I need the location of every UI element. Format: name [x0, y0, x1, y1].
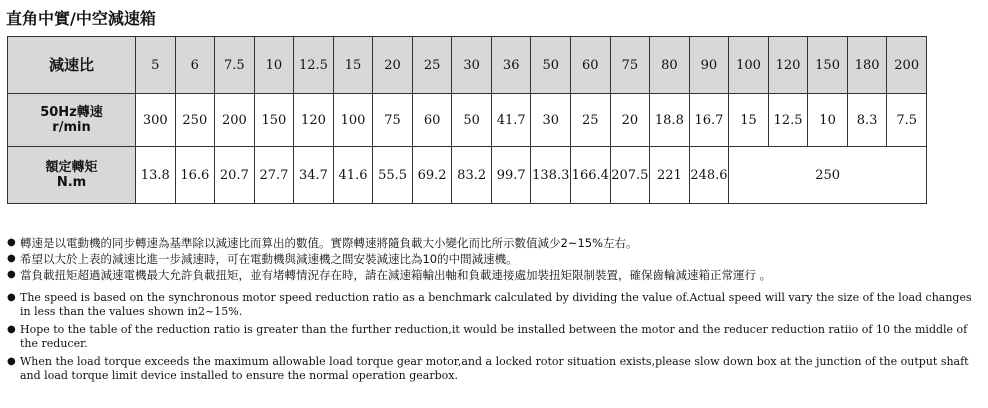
bullet-icon: ● [7, 269, 16, 280]
note-en-item [4, 355, 984, 383]
ratio-cell: 75 [610, 37, 650, 94]
ratio-cell: 150 [808, 37, 848, 94]
note-en-text: Hope to the table of the reduction ratio is greater than the further reduction,it would be installed between the motor and the reducer reduction ratiio of 10 the middle of the reducer. [20, 323, 968, 350]
notes-section [4, 235, 984, 383]
ratio-cell: 80 [650, 37, 690, 94]
note-zh-item [4, 235, 984, 251]
speed-cell: 41.7 [491, 94, 531, 147]
speed-cell: 18.8 [650, 94, 690, 147]
reduction-spec-table [7, 36, 927, 204]
speed-cell: 75 [373, 94, 413, 147]
note-en-text: When the load torque exceeds the maximum allowable load torque gear motor,and a locked rotor situation exists,please slow down box at the junction of the output shaft and load torque limit device installed to ensure the normal operation gearbox. [20, 355, 969, 382]
note-zh-text: 當負載扭矩超過減速電機最大允許負載扭矩，並有堵轉情況存在時，請在減速箱輸出軸和負載連接處加裝扭矩限制裝置，確保齒輪減速箱正常運行 。 [20, 268, 772, 282]
speed-row-header [8, 94, 136, 147]
speed-cell: 16.7 [689, 94, 729, 147]
ratio-cell: 25 [412, 37, 452, 94]
speed-cell: 300 [136, 94, 176, 147]
torque-cell: 207.5 [610, 147, 650, 204]
page-title: 直角中實/中空減速箱 [6, 9, 156, 28]
torque-cell: 13.8 [136, 147, 176, 204]
torque-merged-cell: 250 [729, 147, 927, 204]
torque-row [8, 147, 927, 204]
bullet-icon: ● [7, 237, 16, 248]
ratio-cell: 120 [768, 37, 808, 94]
torque-cell: 138.3 [531, 147, 571, 204]
speed-cell: 20 [610, 94, 650, 147]
torque-cell: 20.7 [215, 147, 255, 204]
speed-header-line1: 50Hz轉速 [40, 105, 103, 120]
ratio-cell: 15 [333, 37, 373, 94]
speed-cell: 100 [333, 94, 373, 147]
torque-cell: 99.7 [491, 147, 531, 204]
torque-cell: 27.7 [254, 147, 294, 204]
bullet-icon: ● [7, 253, 16, 264]
torque-header-line2: N.m [56, 175, 87, 190]
ratio-cell: 180 [847, 37, 887, 94]
torque-cell: 34.7 [294, 147, 334, 204]
speed-cell: 250 [175, 94, 215, 147]
ratio-cell: 100 [729, 37, 769, 94]
speed-row [8, 94, 927, 147]
bullet-icon: ● [7, 292, 16, 303]
ratio-cell: 6 [175, 37, 215, 94]
note-zh-text: 轉速是以電動機的同步轉速為基準除以減速比而算出的數值。實際轉速將隨負載大小變化而比所示數值減少2~15%左右。 [20, 236, 638, 250]
ratio-cell: 20 [373, 37, 413, 94]
speed-cell: 10 [808, 94, 848, 147]
ratio-cell: 50 [531, 37, 571, 94]
speed-cell: 25 [571, 94, 611, 147]
torque-cell: 166.4 [571, 147, 611, 204]
ratio-cell: 60 [571, 37, 611, 94]
note-zh-item [4, 251, 984, 267]
torque-cell: 69.2 [412, 147, 452, 204]
speed-cell: 8.3 [847, 94, 887, 147]
ratio-row-header: 減速比 [8, 37, 136, 94]
note-en-text: The speed is based on the synchronous motor speed reduction ratio as a benchmark calculated by dividing the value of.Actual speed will vary the size of the load changes in less than the values shown in2~15%. [20, 291, 972, 318]
note-zh-text: 希望以大於上表的減速比進一步減速時，可在電動機與減速機之間安裝減速比為10的中間減速機。 [20, 252, 518, 266]
bullet-icon: ● [7, 356, 16, 367]
note-en-item [4, 323, 984, 351]
torque-row-header [8, 147, 136, 204]
ratio-cell: 90 [689, 37, 729, 94]
speed-cell: 150 [254, 94, 294, 147]
torque-cell: 221 [650, 147, 690, 204]
speed-cell: 50 [452, 94, 492, 147]
ratio-cell: 5 [136, 37, 176, 94]
speed-cell: 200 [215, 94, 255, 147]
ratio-cell: 12.5 [294, 37, 334, 94]
speed-cell: 60 [412, 94, 452, 147]
speed-header-line2: r/min [52, 120, 91, 135]
speed-cell: 12.5 [768, 94, 808, 147]
torque-cell: 83.2 [452, 147, 492, 204]
torque-cell: 55.5 [373, 147, 413, 204]
ratio-cell: 10 [254, 37, 294, 94]
ratio-cell: 36 [491, 37, 531, 94]
speed-cell: 120 [294, 94, 334, 147]
speed-cell: 30 [531, 94, 571, 147]
torque-cell: 248.6 [689, 147, 729, 204]
speed-cell: 7.5 [887, 94, 927, 147]
speed-cell: 15 [729, 94, 769, 147]
bullet-icon: ● [7, 324, 16, 335]
ratio-row [8, 37, 927, 94]
ratio-cell: 30 [452, 37, 492, 94]
torque-header-line1: 額定轉矩 [45, 160, 98, 175]
ratio-cell: 200 [887, 37, 927, 94]
note-en-item [4, 291, 984, 319]
torque-cell: 16.6 [175, 147, 215, 204]
ratio-cell: 7.5 [215, 37, 255, 94]
note-zh-item [4, 267, 984, 283]
torque-cell: 41.6 [333, 147, 373, 204]
